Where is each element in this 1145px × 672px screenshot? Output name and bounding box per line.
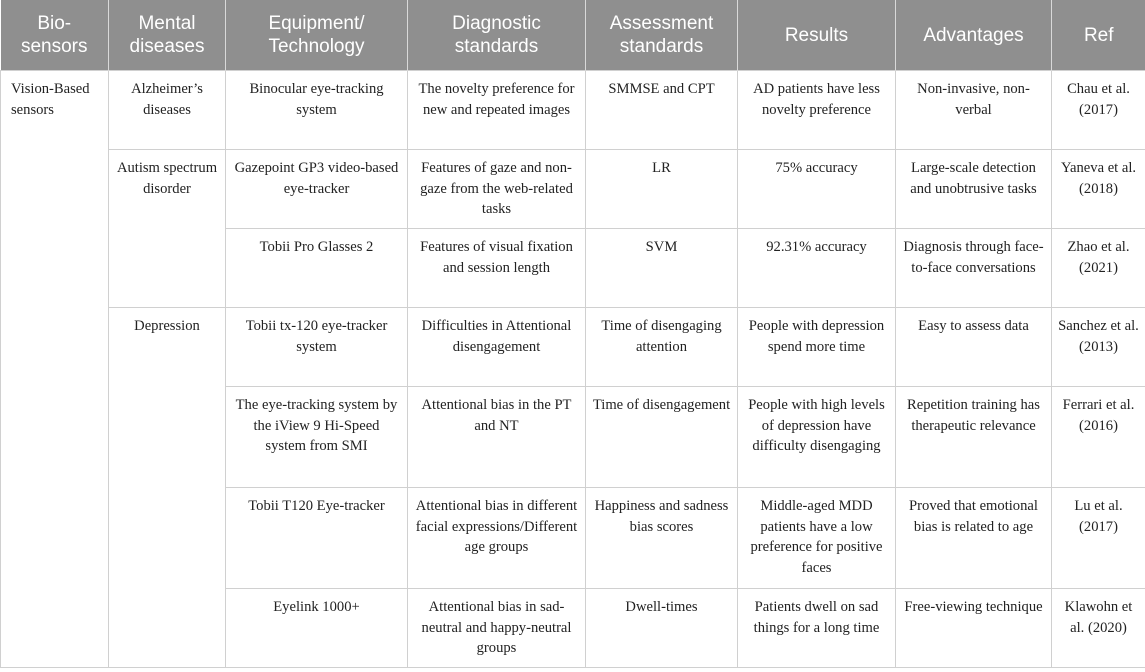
ref-cell: Chau et al. (2017) [1052, 71, 1145, 150]
advantages-cell: Large-scale detection and unobtrusive tasks [896, 150, 1052, 229]
equipment-cell: The eye-tracking system by the iView 9 Hi-Speed system from SMI [226, 387, 408, 488]
assessment-cell: LR [586, 150, 738, 229]
header-equipment: Equipment/ Technology [226, 0, 408, 71]
diagnostic-cell: Difficulties in Attentional disengagement [408, 308, 586, 387]
advantages-cell: Diagnosis through face-to-face conversations [896, 229, 1052, 308]
header-row [1, 0, 1145, 71]
results-cell: 75% accuracy [738, 150, 896, 229]
assessment-cell: SVM [586, 229, 738, 308]
assessment-cell: Time of disengagement [586, 387, 738, 488]
table-row [1, 71, 1145, 150]
header-mental-diseases: Mental diseases [109, 0, 226, 71]
results-cell: People with high levels of depression have difficulty disengaging [738, 387, 896, 488]
results-cell: Middle-aged MDD patients have a low preference for positive faces [738, 488, 896, 589]
advantages-cell: Repetition training has therapeutic relevance [896, 387, 1052, 488]
advantages-cell: Free-viewing technique [896, 589, 1052, 668]
disease-cell: Autism spectrum disorder [109, 150, 226, 308]
diagnostic-cell: Attentional bias in sad-neutral and happy-neutral groups [408, 589, 586, 668]
ref-cell: Yaneva et al. (2018) [1052, 150, 1145, 229]
header-diagnostic-standards: Diagnostic standards [408, 0, 586, 71]
equipment-cell: Binocular eye-tracking system [226, 71, 408, 150]
assessment-cell: Dwell-times [586, 589, 738, 668]
header-advantages: Advantages [896, 0, 1052, 71]
ref-cell: Lu et al. (2017) [1052, 488, 1145, 589]
equipment-cell: Eyelink 1000+ [226, 589, 408, 668]
assessment-cell: Happiness and sadness bias scores [586, 488, 738, 589]
advantages-cell: Proved that emotional bias is related to age [896, 488, 1052, 589]
biosensor-group-cell: Vision-Based sensors [1, 71, 109, 668]
ref-cell: Zhao et al. (2021) [1052, 229, 1145, 308]
equipment-cell: Tobii Pro Glasses 2 [226, 229, 408, 308]
advantages-cell: Non-invasive, non-verbal [896, 71, 1052, 150]
header-biosensors: Bio- sensors [1, 0, 109, 71]
results-cell: AD patients have less novelty preference [738, 71, 896, 150]
diagnostic-cell: Attentional bias in the PT and NT [408, 387, 586, 488]
table-row [1, 150, 1145, 229]
diagnostic-cell: Attentional bias in different facial expressions/Different age groups [408, 488, 586, 589]
assessment-cell: Time of disengaging attention [586, 308, 738, 387]
table-row [1, 308, 1145, 387]
header-assessment-standards: Assessment standards [586, 0, 738, 71]
advantages-cell: Easy to assess data [896, 308, 1052, 387]
equipment-cell: Tobii tx-120 eye-tracker system [226, 308, 408, 387]
equipment-cell: Tobii T120 Eye-tracker [226, 488, 408, 589]
header-results: Results [738, 0, 896, 71]
disease-cell: Alzheimer’s diseases [109, 71, 226, 150]
header-ref: Ref [1052, 0, 1145, 71]
diagnostic-cell: Features of visual fixation and session length [408, 229, 586, 308]
ref-cell: Klawohn et al. (2020) [1052, 589, 1145, 668]
results-cell: 92.31% accuracy [738, 229, 896, 308]
ref-cell: Sanchez et al. (2013) [1052, 308, 1145, 387]
disease-cell: Depression [109, 308, 226, 668]
results-cell: Patients dwell on sad things for a long time [738, 589, 896, 668]
ref-cell: Ferrari et al. (2016) [1052, 387, 1145, 488]
diagnostic-cell: Features of gaze and non-gaze from the web-related tasks [408, 150, 586, 229]
assessment-cell: SMMSE and CPT [586, 71, 738, 150]
equipment-cell: Gazepoint GP3 video-based eye-tracker [226, 150, 408, 229]
results-cell: People with depression spend more time [738, 308, 896, 387]
diagnostic-cell: The novelty preference for new and repeated images [408, 71, 586, 150]
